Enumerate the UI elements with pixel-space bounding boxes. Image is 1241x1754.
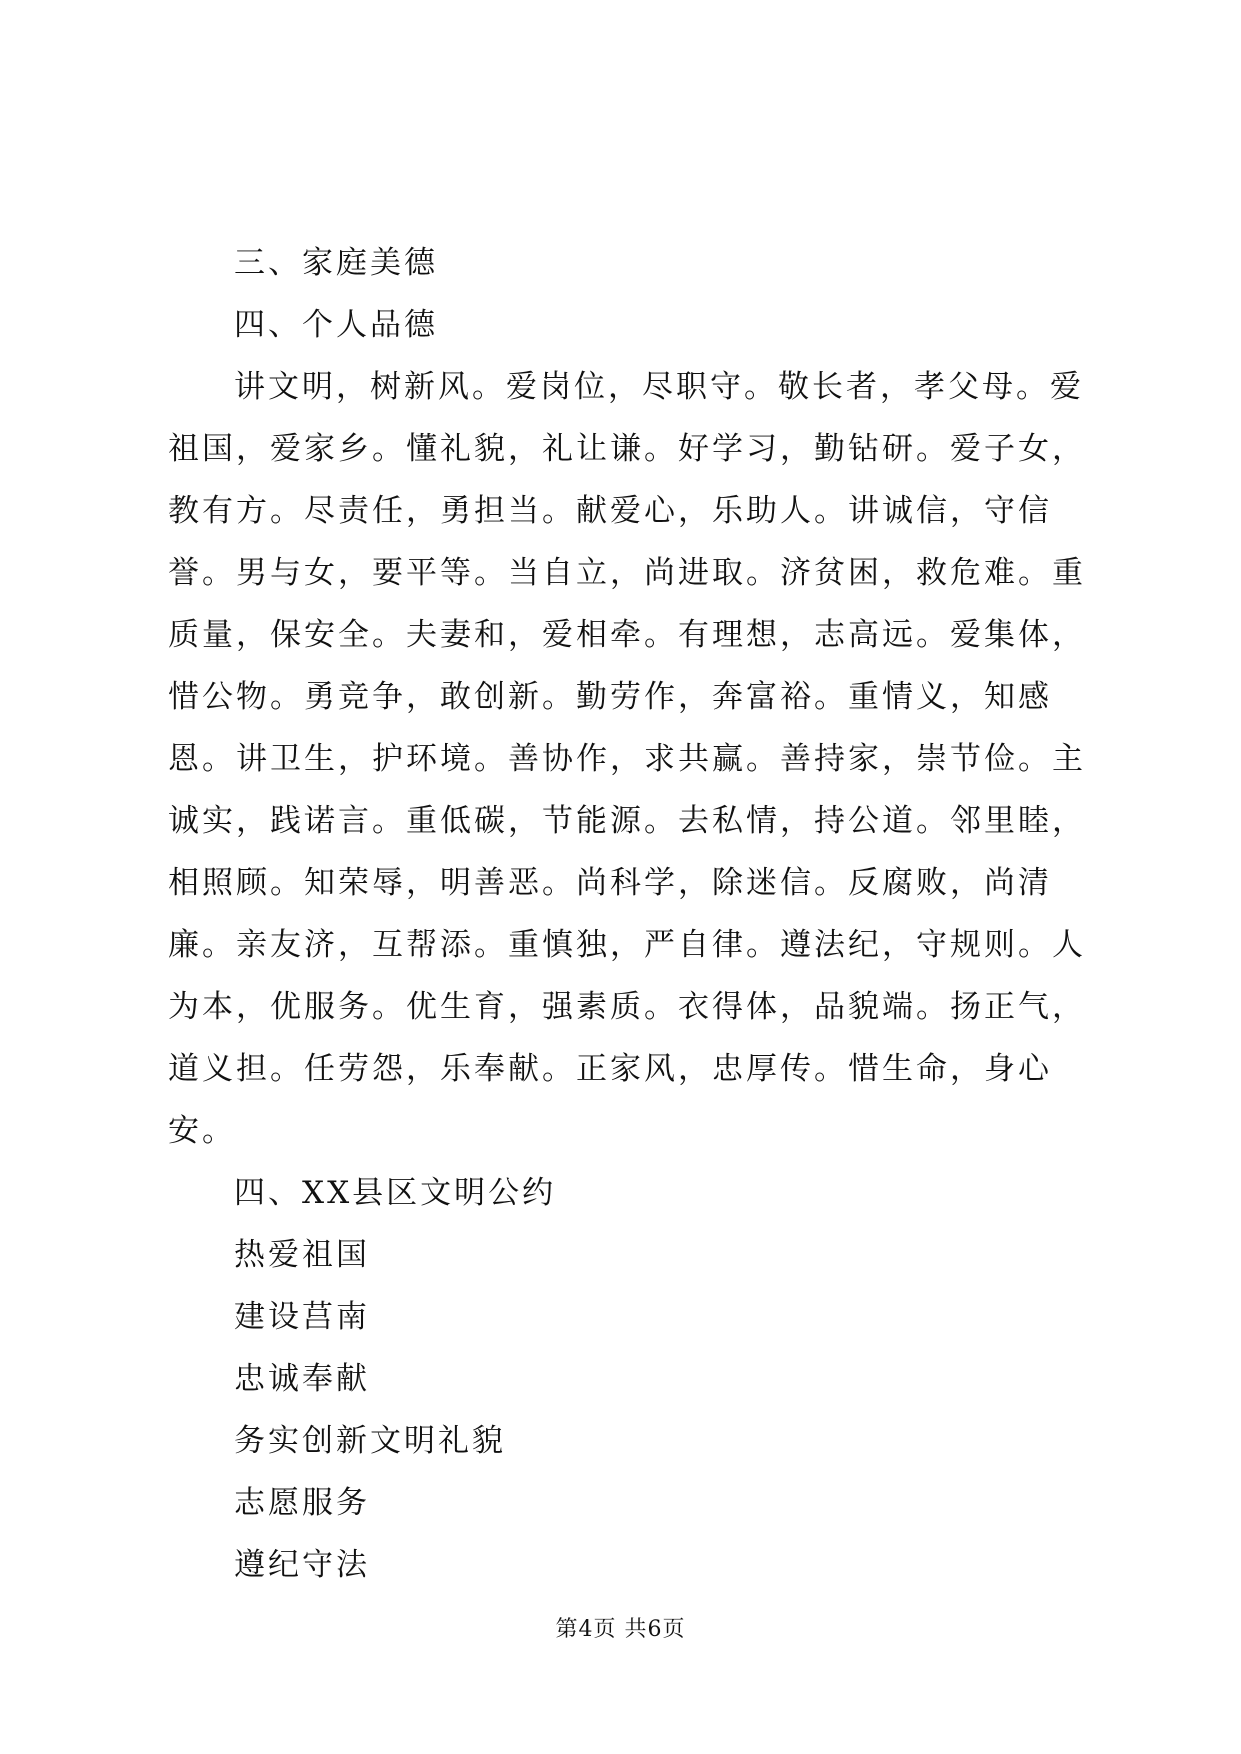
pledge-item: 忠诚奉献 [234, 1361, 370, 1397]
document-body [168, 232, 1086, 1596]
pledge-item: 遵纪守法 [234, 1547, 370, 1583]
heading-civility-pledge: 四、XX县区文明公约 [234, 1175, 557, 1211]
heading-personal-virtue: 四、个人品德 [234, 307, 438, 343]
page-number-footer: 第4页 共6页 [555, 1617, 686, 1642]
pledge-item: 志愿服务 [234, 1485, 370, 1521]
pledge-item: 热爱祖国 [234, 1237, 370, 1273]
virtue-paragraph: 讲文明，树新风。爱岗位，尽职守。敬长者，孝父母。爱祖国，爱家乡。懂礼貌，礼让谦。好学习，勤钻研。爱子女，教有方。尽责任，勇担当。献爱心，乐助人。讲诚信，守信誉。男与女，要平等。当自立，尚进取。济贫困，救危难。重质量，保安全。夫妻和，爱相牵。有理想，志高远。爱集体，惜公物。勇竞争，敢创新。勤劳作，奔富裕。重情义，知感恩。讲卫生，护环境。善协作，求共赢。善持家，崇节俭。主诚实，践诺言。重低碳，节能源。去私情，持公道。邻里睦，相照顾。知荣辱，明善恶。尚科学，除迷信。反腐败，尚清廉。亲友济，互帮添。重慎独，严自律。遵法纪，守规则。人为本，优服务。优生育，强素质。衣得体，品貌端。扬正气，道义担。任劳怨，乐奉献。正家风，忠厚传。惜生命，身心安。 [168, 369, 1086, 1149]
pledge-item: 建设莒南 [234, 1299, 370, 1335]
heading-family-virtue: 三、家庭美德 [234, 245, 438, 281]
pledge-item: 务实创新文明礼貌 [234, 1423, 506, 1459]
